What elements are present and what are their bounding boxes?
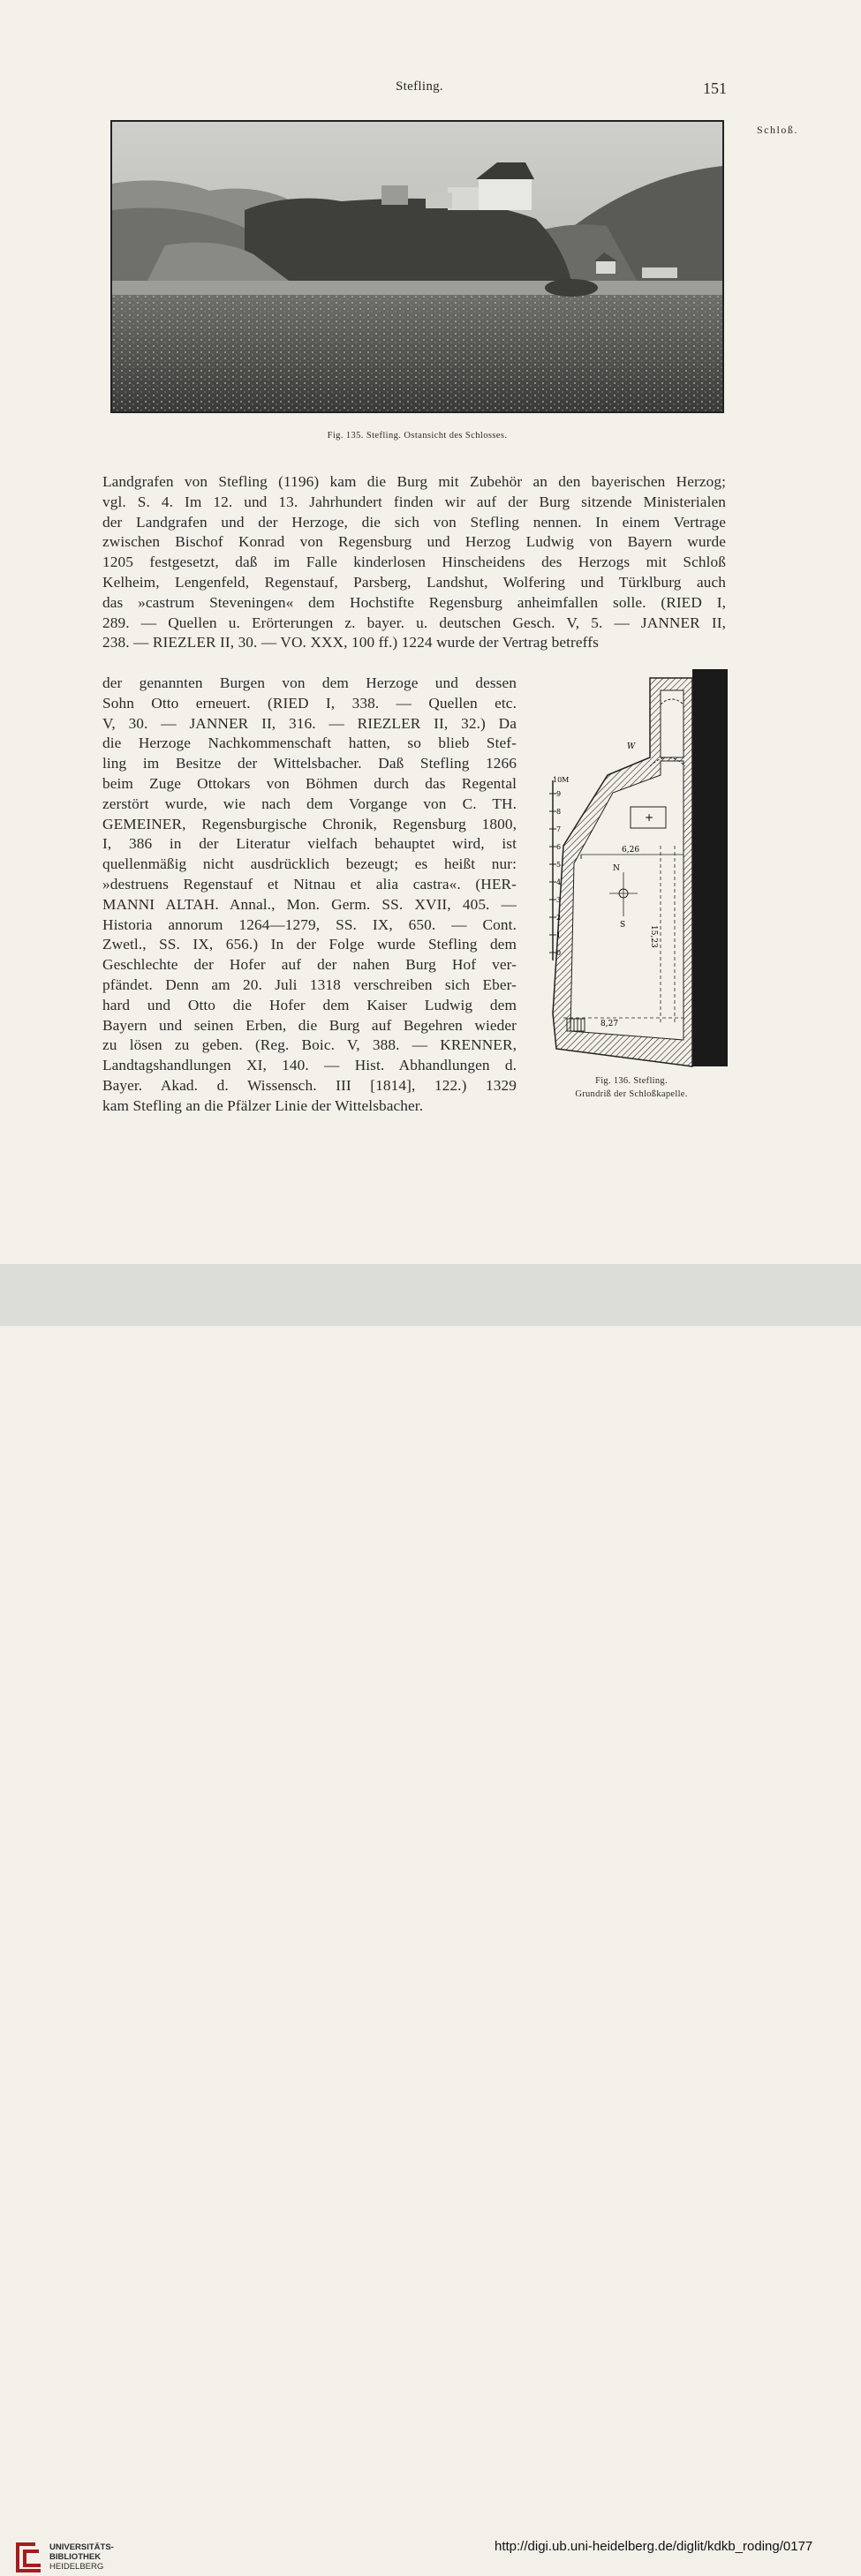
scale-tick-label: 1 — [556, 931, 562, 939]
library-name-line1: UNIVERSITÄTS- — [49, 2542, 114, 2552]
column-line: »destruens Regenstauf et Nitnau et alia castra«. (HER- — [102, 875, 517, 893]
body-line: 1205 festgesetzt, daß im Falle kinderlosen Hinscheidens des Herzogs mit Schloß — [102, 554, 726, 571]
body-line: 238. — RIEZLER II, 30. — VO. XXX, 100 ff.) 1224 wurde der Vertrag betreffs — [102, 634, 599, 652]
column-line: die Herzoge Nachkommenschaft hatten, so blieb Stef- — [102, 734, 517, 752]
scale-tick-label: 7 — [556, 825, 562, 833]
chapel-floor-plan — [528, 669, 729, 1068]
scale-top-label: 10M — [553, 776, 570, 784]
scale-tick-label: 2 — [556, 914, 562, 922]
column-line: quellenmäßig nicht ausdrücklich bezeugt; es heißt nur: — [102, 855, 517, 873]
column-line: beim Zuge Ottokars von Böhmen durch das Regental — [102, 774, 517, 792]
svg-text:+: + — [645, 811, 654, 824]
body-text-full-width — [102, 472, 726, 653]
column-line: zu lösen zu geben. (Reg. Boic. V, 388. — KRENNER, — [102, 1036, 517, 1054]
page-number: 151 — [703, 79, 727, 97]
scale-tick-label: 0 — [556, 949, 562, 957]
body-line: das »castrum Steveningen« dem Hochstifte Regensburg anheimfallen solle. (RIED I, — [102, 593, 726, 611]
scale-tick-label: 6 — [556, 843, 562, 851]
running-title: Stefling. — [396, 79, 443, 94]
column-line: pfändet. Denn am 20. Juli 1318 verschreiben sich Eber- — [102, 975, 517, 993]
figure-136-caption — [539, 1074, 724, 1101]
body-text-column — [102, 674, 517, 1117]
body-line: zwischen Bischof Konrad von Regensburg und Herzog Ludwig von Bayern wurde — [102, 533, 726, 551]
column-line: Bayer. Akad. d. Wissensch. III [1814], 122.) 1329 — [102, 1076, 517, 1094]
body-line: Kelheim, Lengenfeld, Regenstauf, Parsberg, Landshut, Wolfering und Türklburg auch — [102, 573, 726, 591]
dimension-width: 6,26 — [622, 846, 640, 855]
column-line: GEMEINER, Regensburgische Chronik, Regensburg 1800, — [102, 815, 517, 832]
column-line: Bayern und seinen Erben, die Burg auf Begehren wieder — [102, 1016, 517, 1034]
column-line: Zwetl., SS. IX, 656.) In der Folge wurde Stefling dem — [102, 936, 517, 953]
scale-tick-label: 8 — [556, 808, 562, 816]
scale-tick-label: 5 — [556, 861, 562, 869]
figure-136-caption-line2: Grundriß der Schloßkapelle. — [575, 1089, 688, 1099]
body-line: Landgrafen von Stefling (1196) kam die Burg mit Zubehör an den bayerischen Herzog; — [102, 473, 726, 490]
column-line: Landtagshandlungen XI, 140. — Hist. Abhandlungen d. — [102, 1057, 517, 1074]
castle-photograph-image — [112, 122, 722, 411]
column-line: ling im Besitze der Wittelsbacher. Daß Stefling 1266 — [102, 755, 517, 772]
corner-mark: W — [627, 742, 636, 751]
library-name-line3: HEIDELBERG — [49, 2562, 104, 2572]
scanned-page — [0, 0, 861, 1264]
source-url-link[interactable]: http://digi.ub.uni-heidelberg.de/diglit/kdkb_roding/0177 — [495, 2539, 813, 2554]
column-line: I, 386 in der Literatur vielfach behauptet wird, ist — [102, 835, 517, 853]
library-name-line2: BIBLIOTHEK — [49, 2552, 102, 2562]
figure-135-caption: Fig. 135. Stefling. Ostansicht des Schlosses. — [327, 431, 508, 441]
library-logo-icon — [11, 2537, 46, 2576]
body-line: der Landgrafen und der Herzoge, die sich von Stefling nennen. In einem Vertrage — [102, 513, 726, 531]
body-line: vgl. S. 4. Im 12. und 13. Jahrhundert finden wir auf der Burg sitzende Ministerialen — [102, 493, 726, 510]
body-line: 289. — Quellen u. Erörterungen z. bayer. u. deutschen Gesch. V, 5. — JANNER II, — [102, 614, 726, 631]
castle-photograph — [110, 120, 724, 413]
margin-note: Schloß. — [757, 124, 798, 136]
south-label: S — [620, 921, 626, 930]
floor-plan-drawing — [528, 669, 729, 1068]
scale-tick-label: 9 — [556, 790, 562, 798]
column-line: zerstört wurde, wie nach dem Vorgange von C. TH. — [102, 795, 517, 812]
column-line: kam Stefling an die Pfälzer Linie der Wittelsbacher. — [102, 1096, 424, 1114]
figure-136-caption-line1: Fig. 136. Stefling. — [595, 1076, 668, 1086]
column-line: Sohn Otto erneuert. (RIED I, 338. — Quellen etc. — [102, 694, 517, 712]
column-line: Geschlechte der Hofer auf der nahen Burg Hof ver- — [102, 956, 517, 974]
north-label: N — [613, 864, 620, 873]
scale-tick-label: 4 — [556, 878, 562, 886]
column-line: V, 30. — JANNER II, 316. — RIEZLER II, 32.) Da — [102, 714, 517, 732]
footer-bar — [0, 1264, 861, 2572]
scale-tick-label: 3 — [556, 896, 562, 904]
column-line: hard und Otto die Hofer dem Kaiser Ludwig dem — [102, 996, 517, 1013]
column-line: der genannten Burgen von dem Herzoge und dessen — [102, 674, 517, 691]
rock-wall — [692, 669, 728, 1066]
library-name — [49, 2542, 114, 2572]
column-line: Historia annorum 1264—1279, SS. IX, 650. — Cont. — [102, 915, 517, 933]
scale-bar — [549, 790, 561, 957]
column-line: MANNI ALTAH. Annal., Mon. Germ. SS. XVII, 405. — — [102, 895, 517, 913]
dimension-length: 15,23 — [649, 925, 658, 948]
dimension-bottom: 8,27 — [600, 1020, 619, 1028]
